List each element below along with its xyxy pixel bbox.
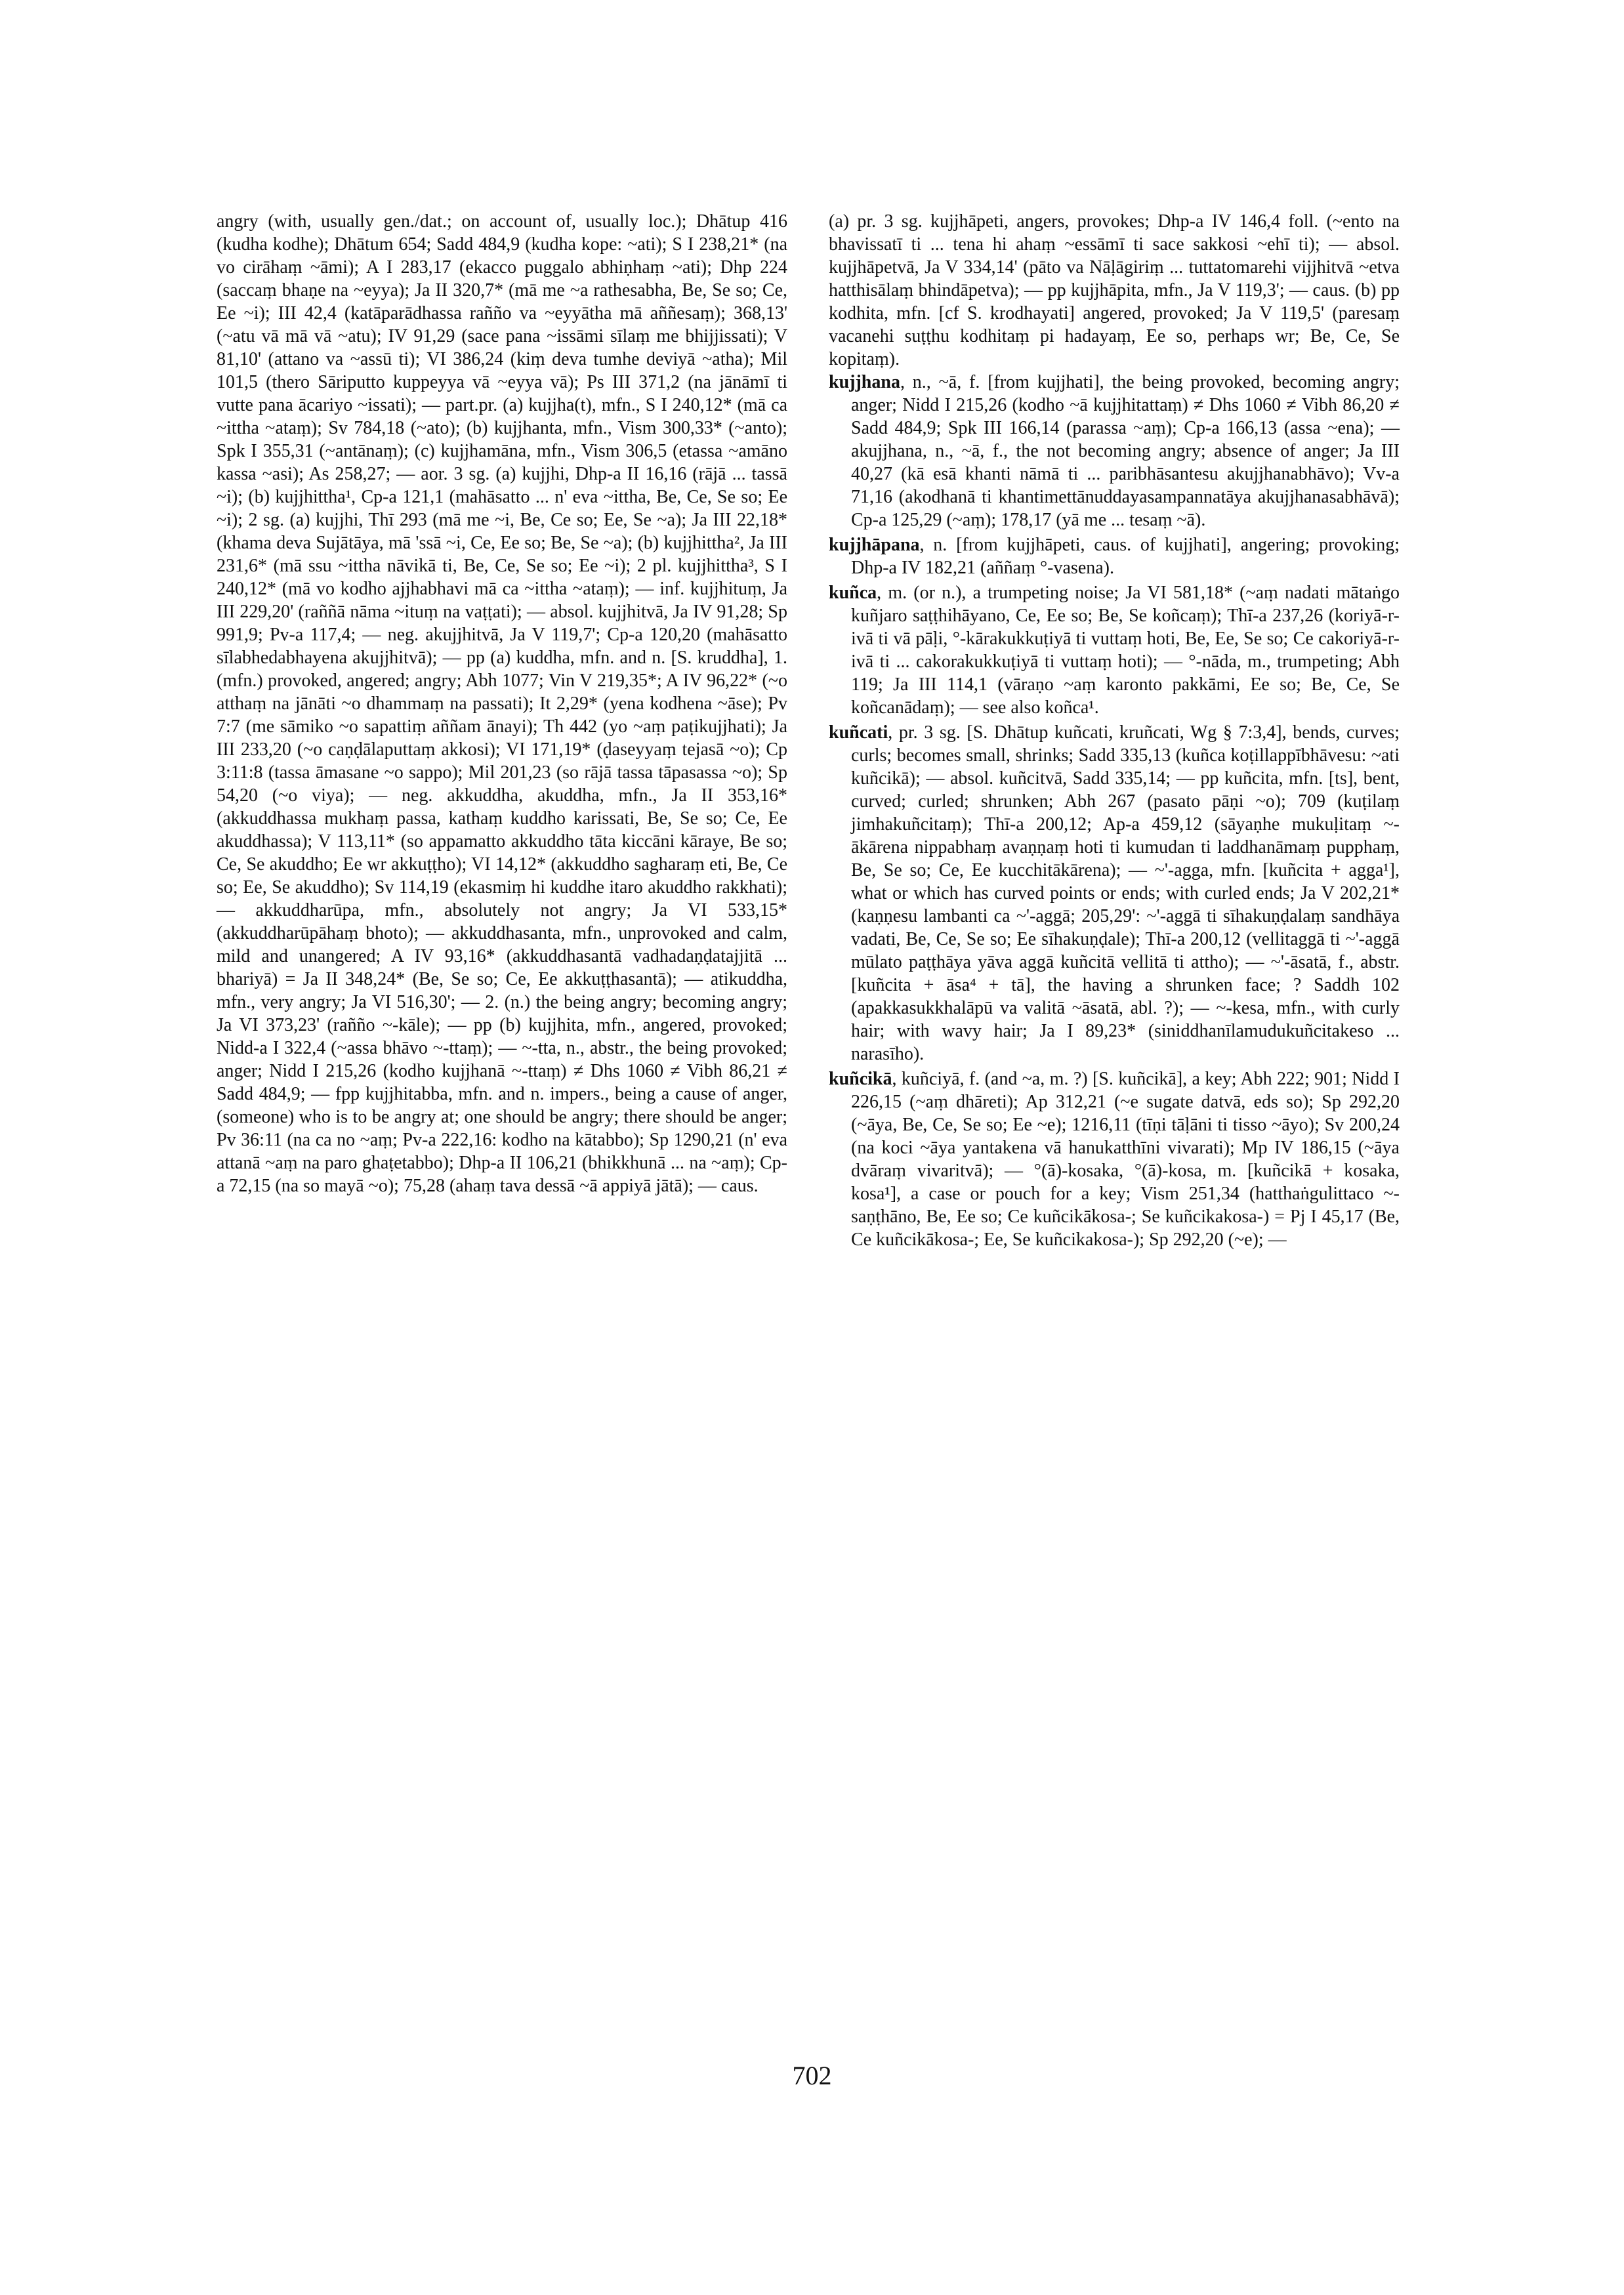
entry-headword: kuñcati xyxy=(829,722,888,743)
entry-headword: kujjhana xyxy=(829,372,900,392)
entry-body: , n. [from kujjhāpeti, caus. of kujjhati], angering; provoking; Dhp-a IV 182,21 (aññaṃ °-vasena). xyxy=(851,535,1400,578)
dictionary-entry xyxy=(829,721,1400,1065)
entry-headword: kuñca xyxy=(829,583,877,603)
entry-body: , kuñciyā, f. (and ~a, m. ?) [S. kuñcikā], a key; Abh 222; 901; Nidd I 226,15 (~aṃ dhāreti); Ap 312,21 (~e sugate datvā, eds so); Sp 292,20 (~āya, Be, Ce, Se so; Ee ~e); 1216,11 (tīṇi tāḷāni ti tisso ~āyo); Sv 200,24 (na koci ~āya yantakena vā hanukatthīni vivarati); Mp IV 186,15 (~āya dvāraṃ vivaritvā); — °(ā)-kosaka, °(ā)-kosa, m. [kuñcikā + kosaka, kosa¹], a case or pouch for a key; Vism 251,34 (hatthaṅgulittaco ~-saṇṭhāno, Be, Ee so; Ce kuñcikākosa-; Se kuñcikakosa-) = Pj I 45,17 (Be, Ce kuñcikākosa-; Ee, Se kuñcikakosa-); Sp 292,20 (~e); — xyxy=(851,1069,1400,1250)
right-column xyxy=(829,210,1400,1251)
dictionary-entry xyxy=(829,533,1400,579)
entry-body: , n., ~ā, f. [from kujjhati], the being provoked, becoming angry; anger; Nidd I 215,26 (kodho ~ā kujjhitattaṃ) ≠ Dhs 1060 ≠ Vibh 86,20 ≠ Sadd 484,9; Spk III 166,14 (parassa ~aṃ); Cp-a 166,13 (assa ~ena); — akujjhana, n., ~ā, f., the not becoming angry; absence of anger; Ja III 40,27 (kā esā khanti nāmā ti ... paribhāsantesu akujjhanabhāvo); Vv-a 71,16 (akodhanā ti khantimettānuddayasampannatāya akujjhanasabhāvā); Cp-a 125,29 (~aṃ); 178,17 (yā me ... tesaṃ ~ā). xyxy=(851,372,1400,530)
page-number: 702 xyxy=(792,2061,832,2090)
entry-continuation-intro: (a) pr. 3 sg. kujjhāpeti, angers, provokes; Dhp-a IV 146,4 foll. (~ento na bhavissatī ti ... tena hi ahaṃ ~essāmī ti sace sakkosi ~ehī ti); — absol. kujjhāpetvā, Ja V 334,14' (pāto va Nāḷāgiriṃ ... tuttatomarehi vijjhitvā ~etva hatthisālaṃ bhindāpetva); — pp kujjhāpita, mfn., Ja V 119,3'; — caus. (b) pp kodhita, mfn. [cf S. krodhayati] angered, provoked; Ja V 119,5' (paresaṃ vacanehi suṭṭhu kodhitaṃ pi hadayaṃ, Ee so, perhaps wr; Be, Ce, Se kopitaṃ). xyxy=(829,211,1400,369)
entry-headword: kujjhāpana xyxy=(829,535,920,555)
entry-body: , pr. 3 sg. [S. Dhātup kuñcati, kruñcati, Wg § 7:3,4], bends, curves; curls; becomes small, shrinks; Sadd 335,13 (kuñca koṭillappībhāvesu: ~ati kuñcikā); — absol. kuñcitvā, Sadd 335,14; — pp kuñcita, mfn. [ts], bent, curved; curled; shrunken; Abh 267 (pasato pāṇi ~o); 709 (kuṭilaṃ jimhakuñcitaṃ); Thī-a 200,12; Ap-a 459,12 (sāyaṇhe mukuḷitaṃ ~-ākārena nippabhaṃ avaṇṇaṃ hoti ti kumudan ti laddhanāmaṃ pupphaṃ, Be, Se so; Ce, Ee kucchitākārena); — ~'-agga, mfn. [kuñcita + agga¹], what or which has curved points or ends; with curled ends; Ja V 202,21* (kaṇṇesu lambanti ca ~'-aggā; 205,29': ~'-aggā ti sīhakuṇḍalaṃ sandhāya vadati, Be, Ce, Se so; Ee sīhakuṇḍale); Thī-a 200,12 (vellitaggā ti ~'-aggā mūlato paṭṭhāya yāva aggā kuñcitā vellitā ti attho); — ~'-āsatā, f., abstr. [kuñcita + āsa⁴ + tā], the having a shrunken face; ? Saddh 102 (apakkasukkhalāpū va valitā ~āsatā, abl. ?); — ~-kesa, mfn., with curly hair; with wavy hair; Ja I 89,23* (siniddhanīlamudukuñcitakeso ... narasīho). xyxy=(851,722,1400,1064)
dictionary-entry xyxy=(829,1067,1400,1251)
dictionary-entry xyxy=(829,581,1400,719)
left-column xyxy=(217,210,787,1197)
dictionary-entry xyxy=(829,371,1400,531)
entry-continuation: angry (with, usually gen./dat.; on account of, usually loc.); Dhātup 416 (kudha kodhe); Dhātum 654; Sadd 484,9 (kudha kope: ~ati); S I 238,21* (na vo cirāhaṃ ~āmi); A I 283,17 (ekacco puggalo abhiṇhaṃ ~ati); Dhp 224 (saccaṃ bhaṇe na ~eyya); Ja II 320,7* (mā me ~a rathesabha, Be, Se so; Ce, Ee ~i); III 42,4 (katāparādhassa rañño va ~eyyātha mā aññesaṃ); 368,13' (~atu vā mā vā ~atu); IV 91,29 (sace pana ~issāmi sīlaṃ me bhijjissati); V 81,10' (attano va ~assū ti); VI 386,24 (kiṃ deva tumhe deviyā ~atha); Mil 101,5 (thero Sāriputto kuppeyya vā ~eyya vā); Ps III 371,2 (na jānāmī ti vutte pana ācariyo ~issati); — part.pr. (a) kujjha(t), mfn., S I 240,12* (mā ca ~ittha ~ataṃ); Sv 784,18 (~ato); (b) kujjhanta, mfn., Vism 300,33* (~anto); Spk I 355,31 (~antānaṃ); (c) kujjhamāna, mfn., Vism 306,5 (etassa ~amāno kassa ~asi); As 258,27; — aor. 3 sg. (a) kujjhi, Dhp-a II 16,16 (rājā ... tassā ~i); (b) kujjhittha¹, Cp-a 121,1 (mahāsatto ... n' eva ~ittha, Be, Ce, Se so; Ee ~i); 2 sg. (a) kujjhi, Thī 293 (mā me ~i, Be, Ce so; Ee, Se ~a); Ja III 22,18* (khama deva Sujātāya, mā 'ssā ~i, Ce, Ee so; Be, Se ~a); (b) kujjhittha², Ja III 231,6* (mā ssu ~ittha nāvikā ti, Be, Ce, Se so; Ee ~i); 2 pl. kujjhittha³, S I 240,12* (mā vo kodho ajjhabhavi mā ca ~ittha ~ataṃ); — inf. kujjhituṃ, Ja III 229,20' (raññā nāma ~ituṃ na vaṭṭati); — absol. kujjhitvā, Ja IV 91,28; Sp 991,9; Pv-a 117,4; — neg. akujjhitvā, Ja V 119,7'; Cp-a 120,20 (mahāsatto sīlabhedabhayena akujjhitvā); — pp (a) kuddha, mfn. and n. [S. kruddha], 1. (mfn.) provoked, angered; angry; Abh 1077; Vin V 219,35*; A IV 96,22* (~o atthaṃ na jānāti ~o dhammaṃ na passati); It 2,29* (yena kodhena ~āse); Pv 7:7 (me sāmiko ~o sapattiṃ aññam ānayi); Th 442 (yo ~aṃ paṭikujjhati); Ja III 233,20 (~o caṇḍālaputtaṃ akkosi); VI 171,19* (ḍaseyyaṃ tejasā ~o); Cp 3:11:8 (tassa āmasane ~o sappo); Mil 201,23 (so rājā tassa tāpasassa ~o); Sp 54,20 (~o viya); — neg. akkuddha, akuddha, mfn., Ja II 353,16* (akkuddhassa mukhaṃ passa, kathaṃ kuddho karissati, Be, Se so; Ce, Ee akuddhassa); V 113,11* (so appamatto akkuddho tāta kiccāni kāraye, Be so; Ce, Se akuddho; Ee wr akkuṭṭho); VI 14,12* (akkuddho sagharaṃ eti, Be, Ce so; Ee, Se akuddho); Sv 114,19 (ekasmiṃ hi kuddhe itaro akuddho rakkhati); — akkuddharūpa, mfn., absolutely not angry; Ja VI 533,15* (akkuddharūpāhaṃ bhoto); — akkuddhasanta, mfn., unprovoked and calm, mild and unangered; A IV 93,16* (akkuddhasantā vadhadaṇḍatajjitā ... bhariyā) = Ja II 348,24* (Be, Se so; Ce, Ee akkuṭṭhasantā); — atikuddha, mfn., very angry; Ja VI 516,30'; — 2. (n.) the being angry; becoming angry; Ja VI 373,23' (rañño ~-kāle); — pp (b) kujjhita, mfn., angered, provoked; Nidd-a I 322,4 (~assa bhāvo ~-ttaṃ); — ~-tta, n., abstr., the being provoked; anger; Nidd I 215,26 (kodho kujjhanā ~-ttaṃ) ≠ Dhs 1060 ≠ Vibh 86,21 ≠ Sadd 484,9; — fpp kujjhitabba, mfn. and n. impers., being a cause of anger, (someone) who is to be angry at; one should be angry; there should be anger; Pv 36:11 (na ca no ~aṃ; Pv-a 222,16: kodho na kātabbo); Sp 1290,21 (n' eva attanā ~aṃ na paro ghaṭetabbo); Dhp-a II 106,21 (bhikkhunā ... na ~aṃ); Cp-a 72,15 (na so mayā ~o); 75,28 (ahaṃ tava dessā ~ā appiyā jātā); — caus. xyxy=(217,211,787,1196)
entry-body: , m. (or n.), a trumpeting noise; Ja VI 581,18* (~aṃ nadati mātaṅgo kuñjaro saṭṭhihāyano, Ce, Ee so; Be, Se koñcaṃ); Thī-a 237,26 (koriyā-r-ivā ti vā pāḷi, °-kārakukkuṭiyā ti vuttaṃ hoti, Be, Ee, Se so; Ce cakoriyā-r-ivā ti ... cakorakukkuṭiyā ti vuttaṃ hoti); — °-nāda, m., trumpeting; Abh 119; Ja III 114,1 (vāraṇo ~aṃ karonto pakkāmi, Ee so; Be, Ce, Se koñcanādaṃ); — see also koñca¹. xyxy=(851,583,1400,718)
entry-headword: kuñcikā xyxy=(829,1069,892,1089)
